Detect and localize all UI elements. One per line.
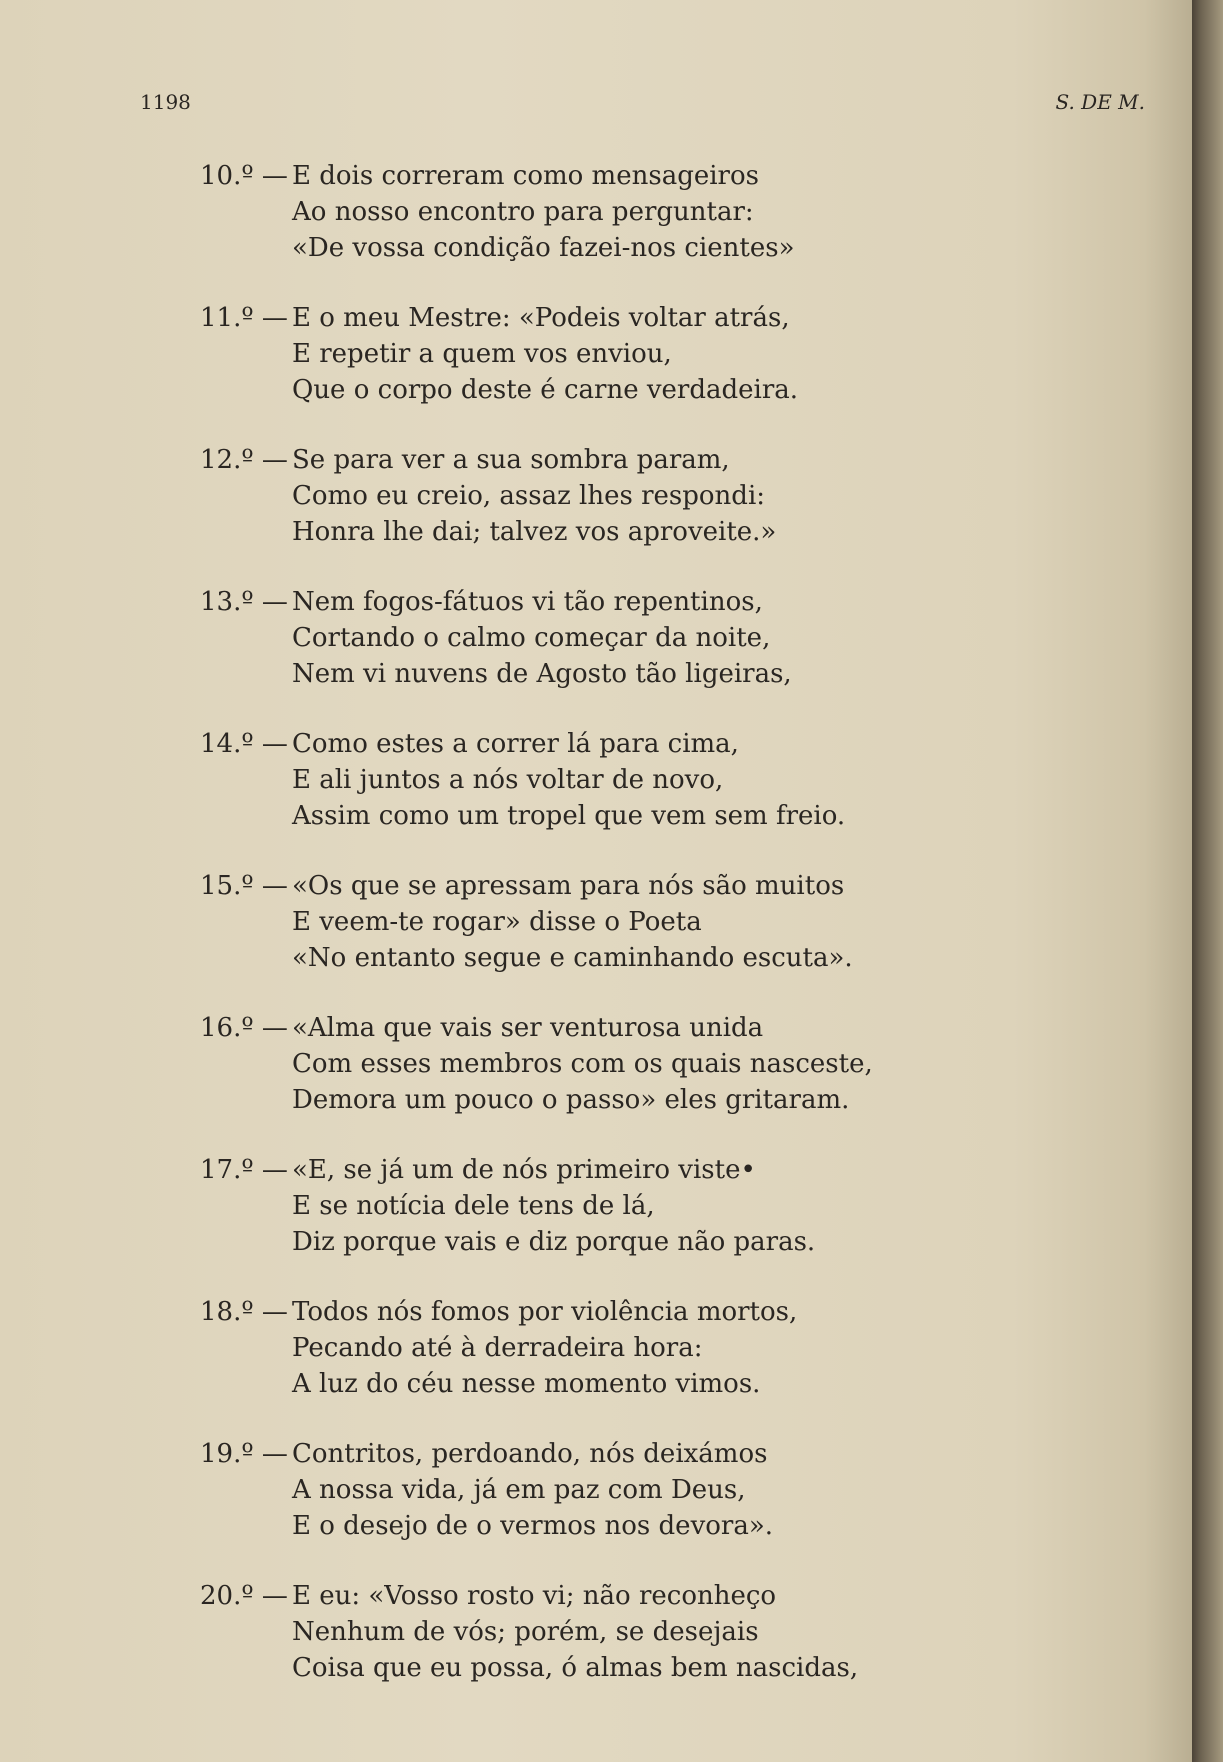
- verse-line: E veem-te rogar» disse o Poeta: [292, 907, 702, 937]
- book-spine-edge: [1192, 0, 1223, 1762]
- verse-line: Se para ver a sua sombra param,: [292, 445, 730, 475]
- verse-line: Ao nosso encontro para perguntar:: [292, 197, 754, 227]
- running-head: [140, 90, 1145, 120]
- verse-line: E dois correram como mensageiros: [292, 161, 759, 191]
- verse-line: Coisa que eu possa, ó almas bem nascidas,: [292, 1653, 859, 1683]
- stanza: [200, 1436, 960, 1544]
- stanza-number: 10.º —: [200, 161, 288, 191]
- verse-line: «Os que se apressam para nós são muitos: [292, 871, 845, 901]
- stanza-number: 20.º —: [200, 1581, 288, 1611]
- verse-line: Diz porque vais e diz porque não paras.: [292, 1227, 816, 1257]
- verse-line: «Alma que vais ser venturosa unida: [292, 1013, 764, 1043]
- verse-line: Nenhum de vós; porém, se desejais: [292, 1617, 759, 1647]
- verse-line: Que o corpo deste é carne verdadeira.: [292, 375, 799, 405]
- stanza: [200, 442, 960, 550]
- poem-body: [200, 158, 960, 1720]
- verse-line: A nossa vida, já em paz com Deus,: [292, 1475, 746, 1505]
- stanza: [200, 1010, 960, 1118]
- stanza-number: 12.º —: [200, 445, 288, 475]
- verse-line: «No entanto segue e caminhando escuta».: [292, 943, 853, 973]
- verse-line: E se notícia dele tens de lá,: [292, 1191, 655, 1221]
- verse-line: E o desejo de o vermos nos devora».: [292, 1511, 774, 1541]
- stanza: [200, 1294, 960, 1402]
- stanza: [200, 300, 960, 408]
- page-number: 1198: [140, 90, 191, 114]
- stanza-number: 19.º —: [200, 1439, 288, 1469]
- stanza: [200, 1578, 960, 1686]
- stanza: [200, 158, 960, 266]
- running-title: S. DE M.: [1055, 90, 1145, 114]
- stanza-number: 14.º —: [200, 729, 288, 759]
- verse-line: Cortando o calmo começar da noite,: [292, 623, 771, 653]
- verse-line: Nem vi nuvens de Agosto tão ligeiras,: [292, 659, 792, 689]
- verse-line: Pecando até à derradeira hora:: [292, 1333, 703, 1363]
- stanza-number: 11.º —: [200, 303, 288, 333]
- stanza: [200, 868, 960, 976]
- verse-line: Demora um pouco o passo» eles gritaram.: [292, 1085, 850, 1115]
- stanza-number: 13.º —: [200, 587, 288, 617]
- verse-line: Honra lhe dai; talvez vos aproveite.»: [292, 517, 777, 547]
- stanza: [200, 1152, 960, 1260]
- stanza: [200, 584, 960, 692]
- stanza-number: 17.º —: [200, 1155, 288, 1185]
- verse-line: A luz do céu nesse momento vimos.: [292, 1369, 761, 1399]
- verse-line: Como estes a correr lá para cima,: [292, 729, 739, 759]
- verse-line: E o meu Mestre: «Podeis voltar atrás,: [292, 303, 790, 333]
- verse-line: Como eu creio, assaz lhes respondi:: [292, 481, 766, 511]
- verse-line: Todos nós fomos por violência mortos,: [292, 1297, 798, 1327]
- verse-line: Assim como um tropel que vem sem freio.: [292, 801, 846, 831]
- verse-line: Contritos, perdoando, nós deixámos: [292, 1439, 768, 1469]
- verse-line: «De vossa condição fazei-nos cientes»: [292, 233, 795, 263]
- stanza-number: 15.º —: [200, 871, 288, 901]
- stanza-number: 18.º —: [200, 1297, 288, 1327]
- verse-line: «E, se já um de nós primeiro viste•: [292, 1155, 756, 1185]
- verse-line: Com esses membros com os quais nasceste,: [292, 1049, 873, 1079]
- verse-line: Nem fogos-fátuos vi tão repentinos,: [292, 587, 763, 617]
- stanza: [200, 726, 960, 834]
- verse-line: E repetir a quem vos enviou,: [292, 339, 672, 369]
- verse-line: E eu: «Vosso rosto vi; não reconheço: [292, 1581, 777, 1611]
- stanza-number: 16.º —: [200, 1013, 288, 1043]
- verse-line: E ali juntos a nós voltar de novo,: [292, 765, 724, 795]
